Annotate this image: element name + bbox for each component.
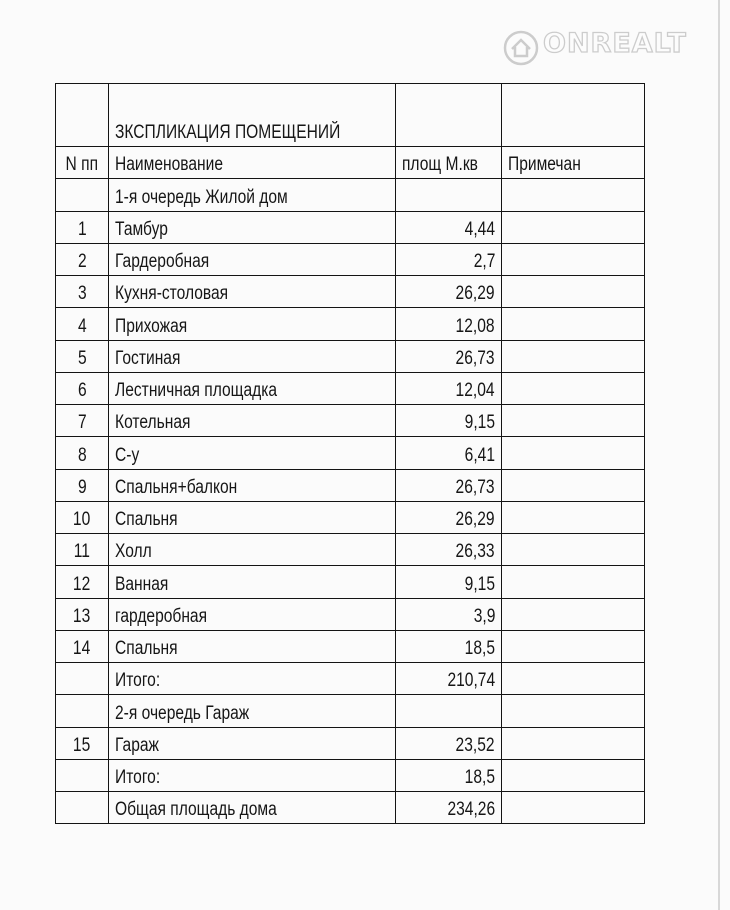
- room-name: Кухня-столовая: [109, 276, 396, 308]
- table-row: [56, 211, 645, 243]
- room-note: [502, 566, 645, 598]
- grand-total-area: 234,26: [396, 792, 502, 824]
- grand-total-row: [56, 792, 645, 824]
- table-row: [56, 405, 645, 437]
- room-number: 15: [56, 727, 109, 759]
- room-area: 9,15: [396, 405, 502, 437]
- room-number: 4: [56, 308, 109, 340]
- room-note: [502, 727, 645, 759]
- room-area: 26,29: [396, 276, 502, 308]
- header-area: площ М.кв: [396, 147, 502, 179]
- room-note: [502, 501, 645, 533]
- total-2-row: [56, 759, 645, 791]
- room-number: 6: [56, 372, 109, 404]
- table-row: [56, 566, 645, 598]
- table-row: [56, 372, 645, 404]
- room-note: [502, 211, 645, 243]
- table-row: [56, 501, 645, 533]
- room-number: 8: [56, 437, 109, 469]
- scan-edge-line: [718, 0, 720, 910]
- table-row: [56, 598, 645, 630]
- table-row: [56, 469, 645, 501]
- room-note: [502, 276, 645, 308]
- onrealt-watermark: [503, 26, 713, 70]
- table-row: [56, 276, 645, 308]
- table-row: [56, 534, 645, 566]
- header-number: N пп: [56, 147, 109, 179]
- room-number: 1: [56, 211, 109, 243]
- room-name: Спальня: [109, 630, 396, 662]
- table-row: [56, 308, 645, 340]
- room-note: [502, 469, 645, 501]
- table-row: [56, 243, 645, 275]
- room-note: [502, 598, 645, 630]
- room-number: 13: [56, 598, 109, 630]
- room-note: [502, 340, 645, 372]
- room-area: 4,44: [396, 211, 502, 243]
- room-name: гардеробная: [109, 598, 396, 630]
- room-number: 14: [56, 630, 109, 662]
- room-area: 9,15: [396, 566, 502, 598]
- room-name: Лестничная площадка: [109, 372, 396, 404]
- section-1-title: 1-я очередь Жилой дом: [115, 186, 288, 208]
- table-row: [56, 437, 645, 469]
- room-area: 2,7: [396, 243, 502, 275]
- room-note: [502, 372, 645, 404]
- house-icon: [503, 30, 539, 66]
- table-row: [56, 630, 645, 662]
- total-2-area: 18,5: [396, 759, 502, 791]
- room-name: Гостиная: [109, 340, 396, 372]
- room-area: 12,04: [396, 372, 502, 404]
- room-number: 7: [56, 405, 109, 437]
- table-row: [56, 340, 645, 372]
- room-number: 9: [56, 469, 109, 501]
- room-name: Гардеробная: [109, 243, 396, 275]
- room-number: 3: [56, 276, 109, 308]
- room-area: 6,41: [396, 437, 502, 469]
- room-note: [502, 405, 645, 437]
- room-note: [502, 630, 645, 662]
- title-row: [56, 84, 645, 147]
- table-row: [56, 727, 645, 759]
- room-name: Прихожая: [109, 308, 396, 340]
- room-number: 11: [56, 534, 109, 566]
- section-2-row: [56, 695, 645, 727]
- total-1-area: 210,74: [396, 663, 502, 695]
- room-note: [502, 437, 645, 469]
- room-name: Холл: [109, 534, 396, 566]
- room-number: 5: [56, 340, 109, 372]
- room-number: 12: [56, 566, 109, 598]
- room-name: Спальня+балкон: [109, 469, 396, 501]
- room-area: 26,73: [396, 469, 502, 501]
- room-name: Котельная: [109, 405, 396, 437]
- total-1-row: [56, 663, 645, 695]
- room-area: 26,29: [396, 501, 502, 533]
- section-2-title: 2-я очередь Гараж: [109, 695, 396, 727]
- room-area: 18,5: [396, 630, 502, 662]
- watermark-brand: ONREALT: [543, 28, 687, 59]
- room-number: 10: [56, 501, 109, 533]
- header-name: Наименование: [109, 147, 396, 179]
- room-explication-table: [55, 83, 645, 824]
- room-name: Тамбур: [109, 211, 396, 243]
- room-area: 23,52: [396, 727, 502, 759]
- header-row: [56, 147, 645, 179]
- room-name: Гараж: [109, 727, 396, 759]
- header-note: Примечан: [502, 147, 645, 179]
- room-number: 2: [56, 243, 109, 275]
- section-1-row: [56, 179, 645, 211]
- room-area: 12,08: [396, 308, 502, 340]
- room-area: 3,9: [396, 598, 502, 630]
- room-name: С-у: [109, 437, 396, 469]
- room-note: [502, 243, 645, 275]
- room-note: [502, 308, 645, 340]
- total-1-label: Итого:: [109, 663, 396, 695]
- room-area: 26,33: [396, 534, 502, 566]
- table-title: ЗКСПЛИКАЦИЯ ПОМЕЩЕНИЙ: [115, 122, 341, 143]
- total-2-label: Итого:: [109, 759, 396, 791]
- room-area: 26,73: [396, 340, 502, 372]
- room-name: Ванная: [109, 566, 396, 598]
- room-name: Спальня: [109, 501, 396, 533]
- grand-total-label: Общая площадь дома: [109, 792, 396, 824]
- room-note: [502, 534, 645, 566]
